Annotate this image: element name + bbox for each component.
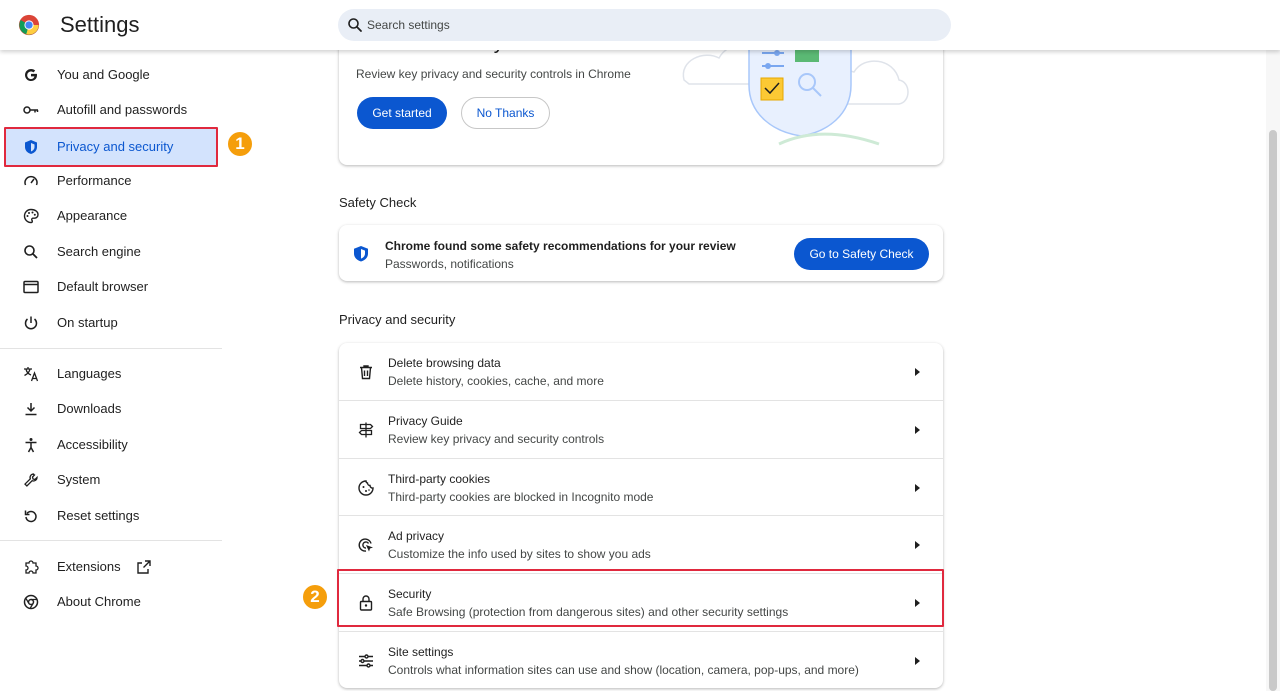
accessibility-icon <box>22 436 40 454</box>
row-title: Privacy Guide <box>388 414 463 428</box>
search-input[interactable] <box>367 9 927 41</box>
trash-icon <box>357 363 375 381</box>
sidebar-item-label: Autofill and passwords <box>57 102 188 117</box>
reset-icon <box>22 507 40 525</box>
speedometer-icon <box>22 172 40 190</box>
sidebar-item-on-startup[interactable] <box>0 305 222 341</box>
row-third-party-cookies[interactable] <box>339 458 943 516</box>
safety-check-detail: Passwords, notifications <box>385 257 514 271</box>
privacy-security-card <box>339 343 943 688</box>
sidebar-divider <box>0 348 222 349</box>
sidebar-item-extensions[interactable] <box>0 549 222 585</box>
chrome-logo-icon <box>18 14 40 36</box>
privacy-guide-description: Review key privacy and security controls in Chrome <box>356 67 631 81</box>
sidebar-item-system[interactable] <box>0 462 222 498</box>
wrench-icon <box>22 471 40 489</box>
go-to-safety-check-button[interactable]: Go to Safety Check <box>794 238 929 270</box>
sidebar-item-autofill[interactable] <box>0 92 222 128</box>
row-subtitle: Safe Browsing (protection from dangerous sites) and other security settings <box>388 605 789 619</box>
annotation-highlight-privacy <box>4 127 218 167</box>
sidebar-item-label: Accessibility <box>57 437 128 452</box>
sidebar-item-label: Search engine <box>57 244 141 259</box>
privacy-security-heading: Privacy and security <box>339 312 456 327</box>
sidebar-divider <box>0 540 222 541</box>
sidebar-item-about-chrome[interactable] <box>0 584 222 620</box>
row-title: Ad privacy <box>388 529 445 543</box>
signpost-icon <box>357 421 375 439</box>
safety-check-card <box>339 225 943 281</box>
sidebar-item-label: Languages <box>57 366 122 381</box>
row-delete-browsing-data[interactable] <box>339 343 943 401</box>
row-privacy-guide[interactable] <box>339 400 943 458</box>
row-subtitle: Third-party cookies are blocked in Incognito mode <box>388 490 654 504</box>
row-title: Delete browsing data <box>388 356 501 370</box>
search-bar[interactable] <box>338 9 951 41</box>
sidebar-item-accessibility[interactable] <box>0 427 222 463</box>
key-icon <box>22 101 40 119</box>
shield-check-icon <box>353 245 369 262</box>
sidebar-item-label: On startup <box>57 315 118 330</box>
ad-target-icon <box>357 536 375 554</box>
sidebar-item-default-browser[interactable] <box>0 269 222 305</box>
sidebar-item-label: Performance <box>57 173 132 188</box>
puzzle-icon <box>22 558 40 576</box>
row-subtitle: Review key privacy and security controls <box>388 432 605 446</box>
sidebar-item-label: About Chrome <box>57 594 141 609</box>
row-title: Site settings <box>388 645 454 659</box>
sidebar-item-reset-settings[interactable] <box>0 498 222 534</box>
search-icon <box>347 17 363 33</box>
sidebar-item-label: Extensions <box>57 559 121 574</box>
cookie-icon <box>357 479 375 497</box>
translate-icon <box>22 365 40 383</box>
sidebar-item-you-and-google[interactable] <box>0 57 222 93</box>
sidebar-item-label: Downloads <box>57 401 122 416</box>
sidebar-item-downloads[interactable] <box>0 391 222 427</box>
annotation-badge-1: 1 <box>226 130 254 158</box>
sidebar-item-search-engine[interactable] <box>0 234 222 270</box>
arrow-right-icon <box>913 656 921 666</box>
sidebar-item-label: You and Google <box>57 67 150 82</box>
top-bar <box>0 0 1280 50</box>
row-subtitle: Customize the info used by sites to show you ads <box>388 547 651 561</box>
search-icon <box>22 243 40 261</box>
row-ad-privacy[interactable] <box>339 515 943 573</box>
page-title: Settings <box>60 12 140 37</box>
sidebar-item-appearance[interactable] <box>0 198 222 234</box>
row-subtitle: Controls what information sites can use and show (location, camera, pop-ups, and more) <box>388 663 859 677</box>
browser-window-icon <box>22 278 40 296</box>
row-subtitle: Delete history, cookies, cache, and more <box>388 374 604 388</box>
sidebar-item-label: Default browser <box>57 279 149 294</box>
external-link-icon <box>136 559 152 575</box>
sliders-icon <box>357 652 375 670</box>
get-started-button[interactable]: Get started <box>357 97 447 129</box>
power-icon <box>22 314 40 332</box>
sidebar-item-label: Appearance <box>57 208 128 223</box>
sidebar-item-languages[interactable] <box>0 356 222 392</box>
annotation-badge-2: 2 <box>301 583 329 611</box>
arrow-right-icon <box>913 425 921 435</box>
google-g-icon <box>22 66 40 84</box>
download-icon <box>22 400 40 418</box>
sidebar-item-label: System <box>57 472 101 487</box>
sidebar-item-label: Privacy and security <box>57 139 174 154</box>
palette-icon <box>22 207 40 225</box>
arrow-right-icon <box>913 367 921 377</box>
row-site-settings[interactable] <box>339 631 943 689</box>
safety-check-message: Chrome found some safety recommendations for your review <box>385 239 736 253</box>
safety-check-heading: Safety Check <box>339 195 417 210</box>
scrollbar-thumb[interactable] <box>1269 130 1277 691</box>
arrow-right-icon <box>913 483 921 493</box>
row-title: Third-party cookies <box>388 472 491 486</box>
row-title: Security <box>388 587 432 601</box>
annotation-highlight-security <box>337 569 944 627</box>
sidebar-item-label: Reset settings <box>57 508 140 523</box>
chrome-icon <box>22 593 40 611</box>
sidebar-item-performance[interactable] <box>0 163 222 199</box>
no-thanks-button[interactable]: No Thanks <box>461 97 550 129</box>
arrow-right-icon <box>913 540 921 550</box>
